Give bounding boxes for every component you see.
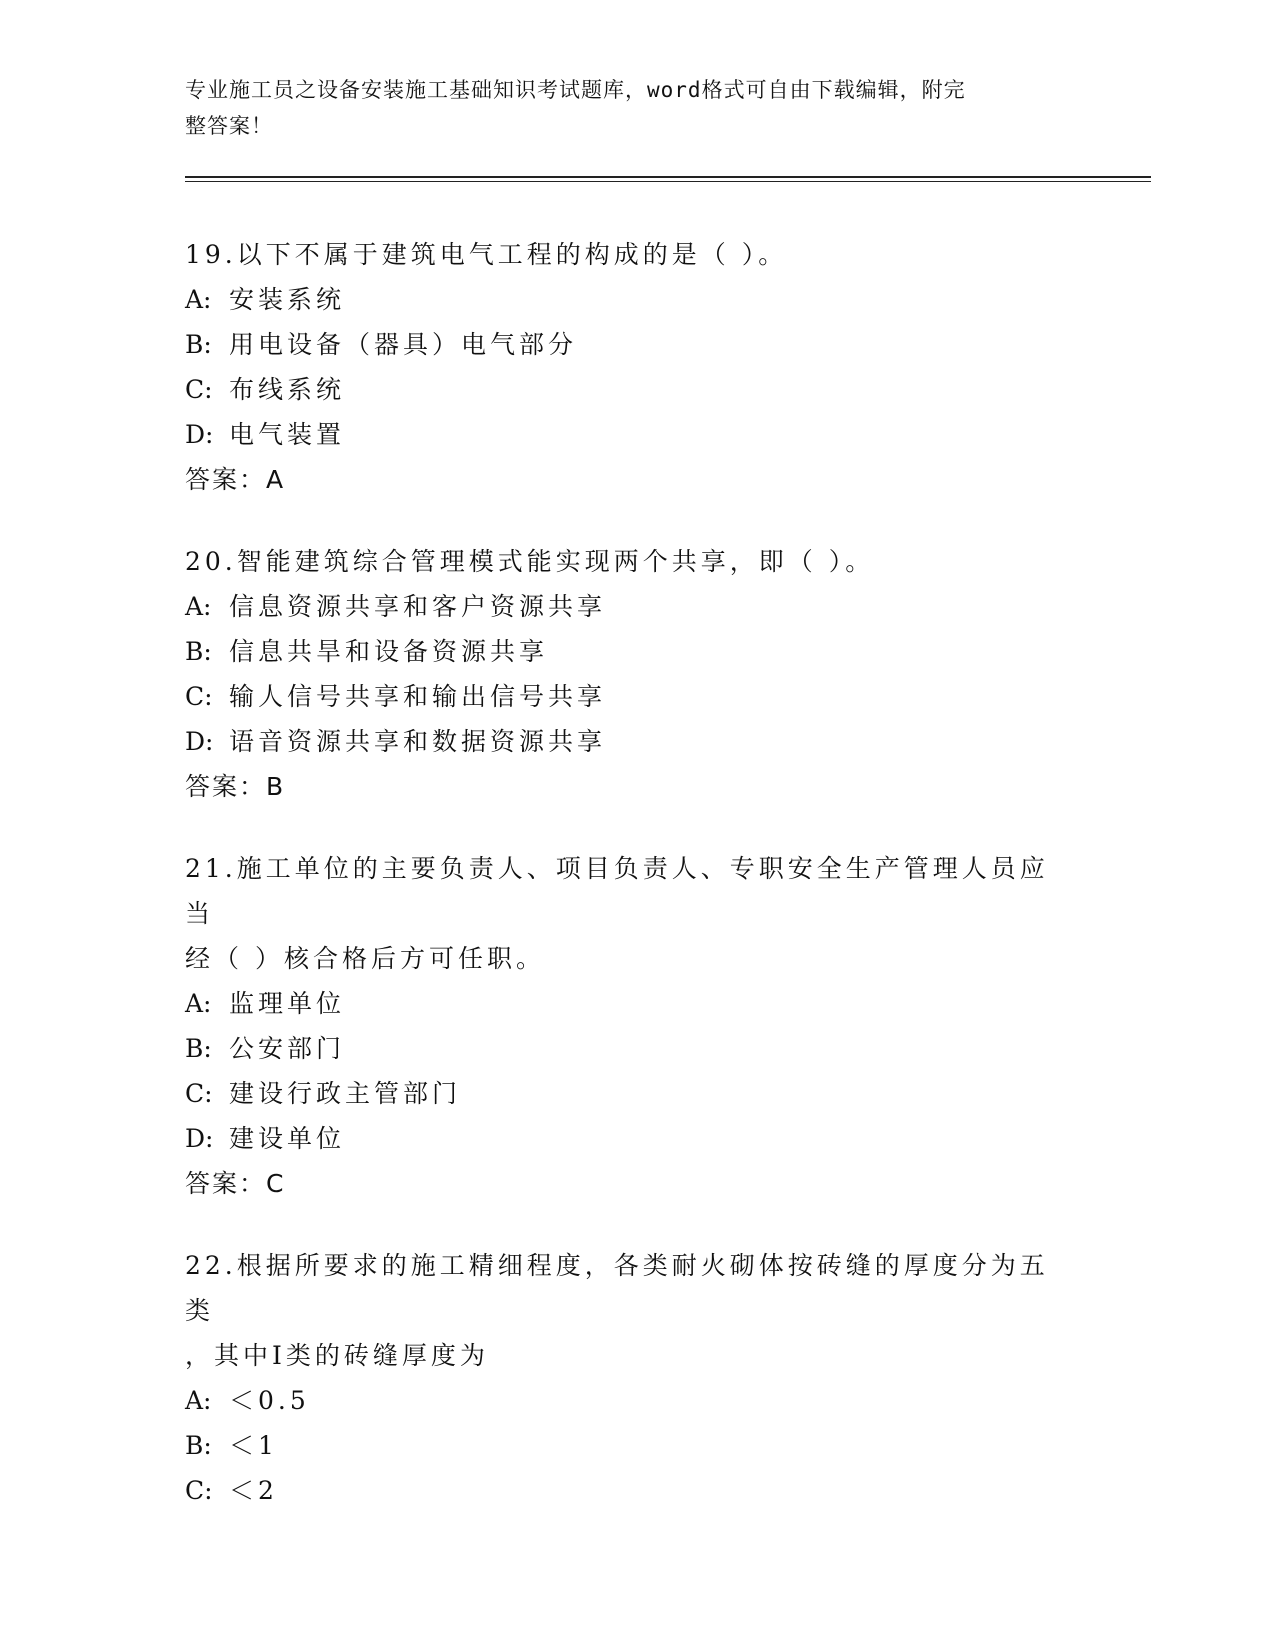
question-text-continued: 经（ ）核合格后方可任职。 bbox=[185, 944, 545, 973]
question-21 bbox=[185, 846, 1085, 1207]
option-a bbox=[185, 277, 1085, 322]
option-d bbox=[185, 412, 1085, 457]
option-key: C: bbox=[185, 1476, 213, 1505]
option-text: 用电设备（器具）电气部分 bbox=[229, 330, 578, 359]
option-key: C: bbox=[185, 375, 213, 404]
option-key: A: bbox=[185, 1386, 212, 1415]
option-key: C: bbox=[185, 1079, 213, 1108]
option-c bbox=[185, 1071, 1085, 1116]
option-text: 电气装置 bbox=[229, 420, 346, 449]
option-key: B: bbox=[185, 1034, 212, 1063]
question-text-continued: ，其中Ⅰ类的砖缝厚度为 bbox=[185, 1341, 489, 1370]
option-text: 输人信号共享和输出信号共享 bbox=[229, 682, 607, 711]
question-20 bbox=[185, 539, 1085, 810]
answer-line: 答案：C bbox=[185, 1169, 286, 1198]
question-text: 19.以下不属于建筑电气工程的构成的是（ ）。 bbox=[185, 240, 788, 269]
option-text: 公安部门 bbox=[229, 1034, 346, 1063]
question-list bbox=[185, 232, 1085, 1549]
option-text: ＜0.5 bbox=[229, 1386, 310, 1415]
answer-line: 答案：B bbox=[185, 772, 286, 801]
option-key: A: bbox=[185, 285, 212, 314]
option-a bbox=[185, 584, 1085, 629]
header-divider bbox=[185, 176, 1151, 178]
option-text: 建设行政主管部门 bbox=[229, 1079, 462, 1108]
option-text: 布线系统 bbox=[229, 375, 346, 404]
option-c bbox=[185, 674, 1085, 719]
option-a bbox=[185, 1378, 1085, 1423]
question-text: 20.智能建筑综合管理模式能实现两个共享，即（ ）。 bbox=[185, 547, 875, 576]
option-b bbox=[185, 1423, 1085, 1468]
option-text: ＜2 bbox=[229, 1476, 278, 1505]
option-text: 信息资源共享和客户资源共享 bbox=[229, 592, 607, 621]
option-c bbox=[185, 367, 1085, 412]
option-key: B: bbox=[185, 1431, 212, 1460]
option-key: B: bbox=[185, 330, 212, 359]
option-key: A: bbox=[185, 592, 212, 621]
option-b bbox=[185, 322, 1085, 367]
question-19 bbox=[185, 232, 1085, 503]
option-b bbox=[185, 1026, 1085, 1071]
header-line-1: 专业施工员之设备安装施工基础知识考试题库，word格式可自由下载编辑，附完 bbox=[185, 78, 966, 102]
header-divider-thin bbox=[185, 181, 1151, 182]
answer-line: 答案：A bbox=[185, 465, 286, 494]
document-header bbox=[185, 72, 1065, 144]
option-c bbox=[185, 1468, 1085, 1513]
option-key: D: bbox=[185, 727, 214, 756]
option-b bbox=[185, 629, 1085, 674]
option-text: 安装系统 bbox=[229, 285, 346, 314]
header-line-2: 整答案！ bbox=[185, 114, 273, 138]
option-text: ＜1 bbox=[229, 1431, 278, 1460]
option-key: B: bbox=[185, 637, 212, 666]
option-text: 信息共旱和设备资源共享 bbox=[229, 637, 549, 666]
question-22 bbox=[185, 1243, 1085, 1513]
option-key: A: bbox=[185, 989, 212, 1018]
option-text: 语音资源共享和数据资源共享 bbox=[229, 727, 607, 756]
option-d bbox=[185, 719, 1085, 764]
option-text: 监理单位 bbox=[229, 989, 346, 1018]
option-key: D: bbox=[185, 1124, 214, 1153]
option-d bbox=[185, 1116, 1085, 1161]
question-text: 21.施工单位的主要负责人、项目负责人、专职安全生产管理人员应当 bbox=[185, 854, 1049, 928]
question-text: 22.根据所要求的施工精细程度，各类耐火砌体按砖缝的厚度分为五类 bbox=[185, 1251, 1049, 1325]
option-key: D: bbox=[185, 420, 214, 449]
option-text: 建设单位 bbox=[229, 1124, 346, 1153]
option-key: C: bbox=[185, 682, 213, 711]
option-a bbox=[185, 981, 1085, 1026]
